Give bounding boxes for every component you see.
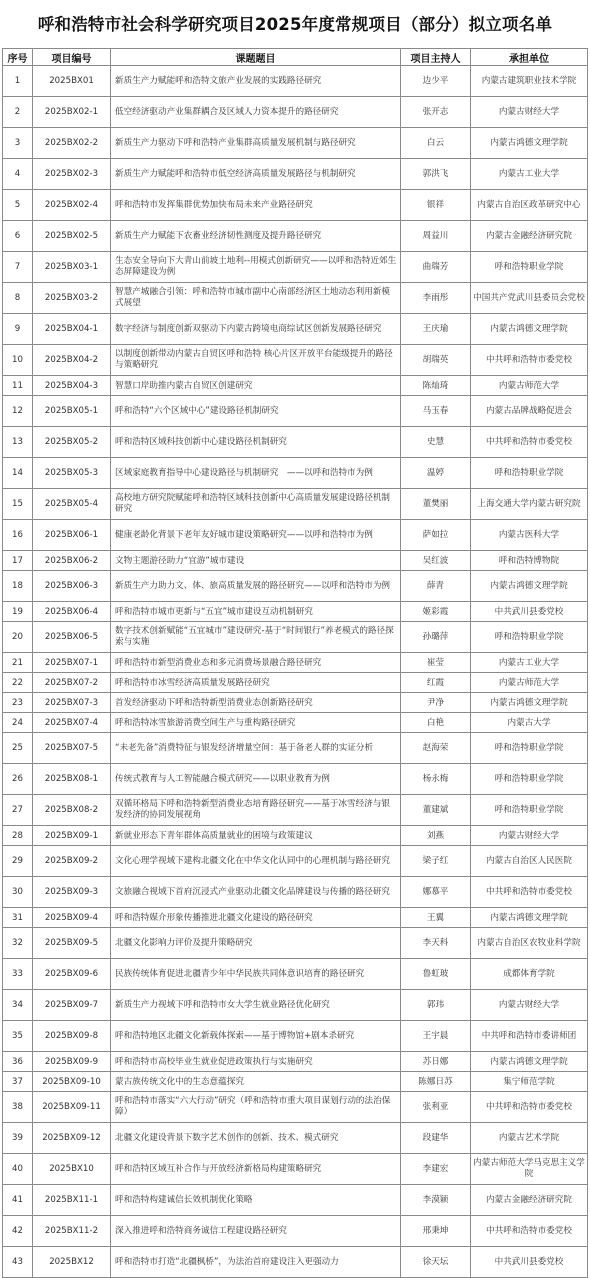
unit-cell: 内蒙古师范大学 [471,376,588,396]
host-cell: 梁子红 [401,846,471,877]
host-cell: 边少平 [401,66,471,97]
row-number-cell: 3 [3,128,33,159]
host-cell: 马玉春 [401,396,471,427]
row-number-cell: 2 [3,97,33,128]
unit-cell: 内蒙古工业大学 [471,159,588,190]
row-number-cell: 25 [3,733,33,764]
topic-cell: 文化心理学视域下建构北疆文化在中华文化认同中的心理机制与路径研究 [111,846,401,877]
topic-cell: 新质生产力赋能呼和浩特市低空经济高质量发展路径与机制研究 [111,159,401,190]
project-code-cell: 2025BX09-12 [33,1123,111,1154]
host-cell: 王宇晨 [401,1021,471,1052]
row-number-cell: 34 [3,990,33,1021]
topic-cell: 呼和浩特市高校毕业生就业促进政策执行与实施研究 [111,1052,401,1072]
topic-cell: 呼和浩特冰雪旅游消费空间生产与重构路径研究 [111,713,401,733]
unit-cell: 内蒙古医科大学 [471,520,588,551]
project-code-cell: 2025BX03-2 [33,283,111,314]
table-row [3,376,588,396]
host-cell: 邢秉坤 [401,1216,471,1247]
topic-cell: 呼和浩特市城市更新与“五宜”城市建设互动机制研究 [111,602,401,622]
table-row [3,396,588,427]
topic-cell: 新质生产力助力文、体、旅高质量发展的路径研究——以呼和浩特市为例 [111,571,401,602]
topic-cell: 呼和浩特区域科技创新中心建设路径机制研究 [111,427,401,458]
unit-cell: 内蒙古鸿德文理学院 [471,571,588,602]
table-row [3,427,588,458]
project-code-cell: 2025BX11-1 [33,1185,111,1216]
table-row [3,693,588,713]
host-cell: 董建斌 [401,795,471,826]
table-row [3,190,588,221]
unit-cell: 呼和浩特博物院 [471,551,588,571]
project-code-cell: 2025BX05-1 [33,396,111,427]
row-number-cell: 26 [3,764,33,795]
unit-cell: 内蒙古自治区政革研究中心 [471,190,588,221]
unit-cell: 内蒙古鸿德文理学院 [471,314,588,345]
host-cell: 张开志 [401,97,471,128]
project-code-cell: 2025BX05-3 [33,458,111,489]
topic-cell: 呼和浩特“六个区域中心”建设路径机制研究 [111,396,401,427]
project-code-cell: 2025BX02-2 [33,128,111,159]
document-title: 呼和浩特市社会科学研究项目2025年度常规项目（部分）拟立项名单 [37,15,553,34]
project-code-cell: 2025BX09-1 [33,826,111,846]
table-row [3,571,588,602]
unit-cell: 内蒙古艺术学院 [471,1123,588,1154]
host-cell: 曲瑞芳 [401,252,471,283]
topic-cell: 民族传统体育促进北疆青少年中华民族共同体意识培育的路径研究 [111,959,401,990]
project-code-cell: 2025BX09-9 [33,1052,111,1072]
host-cell: 李建宏 [401,1154,471,1185]
unit-cell: 内蒙古财经大学 [471,826,588,846]
project-code-cell: 2025BX08-1 [33,764,111,795]
row-number-cell: 33 [3,959,33,990]
row-number-cell: 21 [3,653,33,673]
row-number-cell: 12 [3,396,33,427]
table-row [3,159,588,190]
topic-cell: 以制度创新带动内蒙古自贸区呼和浩特 核心片区开放平台能级提升的路径与策略研究 [111,345,401,376]
unit-cell: 内蒙古财经大学 [471,990,588,1021]
host-cell: 段建华 [401,1123,471,1154]
unit-cell: 中共呼和浩特市委党校 [471,345,588,376]
table-row [3,1216,588,1247]
topic-cell: 区域家庭教育指导中心建设路径与机制研究 ——以呼和浩特市为例 [111,458,401,489]
table-row [3,314,588,345]
project-code-cell: 2025BX09-3 [33,877,111,908]
unit-cell: 内蒙古建筑职业技术学院 [471,66,588,97]
table-row [3,1123,588,1154]
row-number-cell: 24 [3,713,33,733]
project-code-cell: 2025BX09-10 [33,1072,111,1092]
row-number-cell: 10 [3,345,33,376]
table-row [3,489,588,520]
topic-cell: “未老先备”消费特征与银发经济增量空间：基于备老人群的实证分析 [111,733,401,764]
row-number-cell: 18 [3,571,33,602]
topic-cell: 蒙古族传统文化中的生态意蕴探究 [111,1072,401,1092]
unit-cell: 呼和浩特职业学院 [471,795,588,826]
project-code-cell: 2025BX09-7 [33,990,111,1021]
row-number-cell: 23 [3,693,33,713]
project-code-cell: 2025BX02-1 [33,97,111,128]
row-number-cell: 20 [3,622,33,653]
topic-cell: 新质生产力视域下呼和浩特市女大学生就业路径优化研究 [111,990,401,1021]
unit-cell: 中共武川县委党校 [471,1247,588,1278]
topic-cell: 智慧产城融合引领：呼和浩特市城市副中心南部经济区土地动态利用新模式展望 [111,283,401,314]
header-host: 项目主持人 [401,49,471,66]
project-code-cell: 2025BX05-4 [33,489,111,520]
host-cell: 吴红波 [401,551,471,571]
table-row [3,283,588,314]
unit-cell: 内蒙古师范大学 [471,673,588,693]
table-body [3,66,588,1278]
unit-cell: 内蒙古品牌战略促进会 [471,396,588,427]
project-code-cell: 2025BX08-2 [33,795,111,826]
project-code-cell: 2025BX02-4 [33,190,111,221]
host-cell: 赵海荣 [401,733,471,764]
unit-cell: 呼和浩特职业学院 [471,622,588,653]
host-cell: 李天科 [401,928,471,959]
table-row [3,1092,588,1123]
unit-cell: 内蒙古鸿德文理学院 [471,908,588,928]
header-topic: 课题题目 [111,49,401,66]
topic-cell: 呼和浩特地区北疆文化新载体探索——基于博物馆+剧本杀研究 [111,1021,401,1052]
topic-cell: 数字经济与制度创新双驱动下内蒙古跨境电商综试区创新发展路径研究 [111,314,401,345]
host-cell: 史慧 [401,427,471,458]
unit-cell: 内蒙古金融经济研究院 [471,221,588,252]
unit-cell: 中共呼和浩特市委党校 [471,427,588,458]
host-cell: 红霞 [401,673,471,693]
project-code-cell: 2025BX06-1 [33,520,111,551]
unit-cell: 内蒙古鸿德文理学院 [471,1052,588,1072]
host-cell: 周益川 [401,221,471,252]
unit-cell: 成都体育学院 [471,959,588,990]
header-code: 项目编号 [33,49,111,66]
table-row [3,673,588,693]
table-row [3,1072,588,1092]
table-header [3,49,588,66]
unit-cell: 中共呼和浩特市委党校 [471,877,588,908]
table-row [3,221,588,252]
row-number-cell: 7 [3,252,33,283]
project-code-cell: 2025BX11-2 [33,1216,111,1247]
host-cell: 白云 [401,128,471,159]
host-cell: 李雨彤 [401,283,471,314]
host-cell: 薛青 [401,571,471,602]
unit-cell: 内蒙古自治区农牧业科学院 [471,928,588,959]
row-number-cell: 27 [3,795,33,826]
project-code-cell: 2025BX06-3 [33,571,111,602]
unit-cell: 呼和浩特职业学院 [471,733,588,764]
topic-cell: 双循环格局下呼和浩特新型消费业态培育路径研究——基于冰雪经济与银发经济的协同发展视角 [111,795,401,826]
host-cell: 胡瑞英 [401,345,471,376]
table-row [3,877,588,908]
row-number-cell: 1 [3,66,33,97]
topic-cell: 智慧口岸助推内蒙古自贸区创建研究 [111,376,401,396]
table-row [3,128,588,159]
project-code-cell: 2025BX04-2 [33,345,111,376]
row-number-cell: 29 [3,846,33,877]
unit-cell: 中共呼和浩特市委讲师团 [471,1021,588,1052]
table-row [3,1052,588,1072]
topic-cell: 呼和浩特构建诚信长效机制优化策略 [111,1185,401,1216]
topic-cell: 呼和浩特市冰雪经济高质量发展路径研究 [111,673,401,693]
host-cell: 王翼 [401,908,471,928]
table-row [3,733,588,764]
project-code-cell: 2025BX03-1 [33,252,111,283]
table-row [3,622,588,653]
table-row [3,713,588,733]
unit-cell: 内蒙古鸿德文理学院 [471,128,588,159]
unit-cell: 中国共产党武川县委员会党校 [471,283,588,314]
topic-cell: 生态安全导向下大青山前坡土地利--用模式创新研究——以呼和浩特近郊生态屏障建设为例 [111,252,401,283]
topic-cell: 呼和浩特市落实“六大行动”研究（呼和浩特市重大项目谋划行动的法治保障） [111,1092,401,1123]
row-number-cell: 43 [3,1247,33,1278]
row-number-cell: 14 [3,458,33,489]
table-row [3,928,588,959]
row-number-cell: 8 [3,283,33,314]
row-number-cell: 16 [3,520,33,551]
host-cell: 崔莹 [401,653,471,673]
host-cell: 银祥 [401,190,471,221]
row-number-cell: 42 [3,1216,33,1247]
unit-cell: 中共呼和浩特市委党校 [471,1216,588,1247]
project-code-cell: 2025BX02-3 [33,159,111,190]
header-no: 序号 [3,49,33,66]
unit-cell: 内蒙古金融经济研究院 [471,1185,588,1216]
topic-cell: 文物主题游径助力“宜游”城市建设 [111,551,401,571]
unit-cell: 内蒙古大学 [471,713,588,733]
table-row [3,959,588,990]
table-row [3,764,588,795]
row-number-cell: 22 [3,673,33,693]
unit-cell: 中共呼和浩特市委党校 [471,1092,588,1123]
topic-cell: 新质生产力赋能下农畜业经济韧性测度及提升路径研究 [111,221,401,252]
row-number-cell: 28 [3,826,33,846]
row-number-cell: 19 [3,602,33,622]
row-number-cell: 31 [3,908,33,928]
project-code-cell: 2025BX06-2 [33,551,111,571]
header-row [3,49,588,66]
host-cell: 董樊丽 [401,489,471,520]
topic-cell: 深入推进呼和浩特商务诚信工程建设路径研究 [111,1216,401,1247]
row-number-cell: 41 [3,1185,33,1216]
table-row [3,520,588,551]
project-table [2,48,588,1278]
host-cell: 王庆瑜 [401,314,471,345]
project-code-cell: 2025BX05-2 [33,427,111,458]
table-row [3,1185,588,1216]
project-code-cell: 2025BX09-11 [33,1092,111,1123]
row-number-cell: 9 [3,314,33,345]
row-number-cell: 6 [3,221,33,252]
unit-cell: 内蒙古自治区人民医院 [471,846,588,877]
table-row [3,66,588,97]
table-row [3,97,588,128]
row-number-cell: 32 [3,928,33,959]
table-row [3,795,588,826]
topic-cell: 新质生产力赋能呼和浩特文旅产业发展的实践路径研究 [111,66,401,97]
host-cell: 郭洪飞 [401,159,471,190]
unit-cell: 内蒙古财经大学 [471,97,588,128]
host-cell: 萨如拉 [401,520,471,551]
host-cell: 孙璐萍 [401,622,471,653]
topic-cell: 高校地方研究院赋能呼和浩特区域科技创新中心高质量发展建设路径机制研究 [111,489,401,520]
project-code-cell: 2025BX09-4 [33,908,111,928]
row-number-cell: 35 [3,1021,33,1052]
unit-cell: 集宁师范学院 [471,1072,588,1092]
topic-cell: 呼和浩特区域互补合作与开放经济新格局构建策略研究 [111,1154,401,1185]
project-code-cell: 2025BX07-1 [33,653,111,673]
unit-cell: 内蒙古鸿德文理学院 [471,693,588,713]
topic-cell: 数字技术创新赋能“五宜城市”建设研究-基于“时间银行”养老模式的路径探索与实施 [111,622,401,653]
project-code-cell: 2025BX07-2 [33,673,111,693]
host-cell: 尹净 [401,693,471,713]
topic-cell: 健康老龄化背景下老年友好城市建设策略研究——以呼和浩特市为例 [111,520,401,551]
host-cell: 杨永梅 [401,764,471,795]
topic-cell: 低空经济驱动产业集群耦合及区域人力资本提升的路径研究 [111,97,401,128]
host-cell: 陈灿琦 [401,376,471,396]
topic-cell: 呼和浩特市发挥集群优势加快布局未来产业路径研究 [111,190,401,221]
unit-cell: 呼和浩特职业学院 [471,252,588,283]
topic-cell: 新就业形态下青年群体高质量就业的困境与政策建议 [111,826,401,846]
topic-cell: 首发经济驱动下呼和浩特新型消费业态创新路径研究 [111,693,401,713]
project-code-cell: 2025BX12 [33,1247,111,1278]
host-cell: 温婷 [401,458,471,489]
project-code-cell: 2025BX10 [33,1154,111,1185]
project-code-cell: 2025BX07-3 [33,693,111,713]
table-row [3,846,588,877]
row-number-cell: 37 [3,1072,33,1092]
table-row [3,1247,588,1278]
topic-cell: 呼和浩特市新型消费业态和多元消费场景融合路径研究 [111,653,401,673]
table-row [3,1154,588,1185]
table-row [3,826,588,846]
topic-cell: 呼和浩特市打造“北疆枫桥”，为法治首府建设注入更强动力 [111,1247,401,1278]
host-cell: 张利亚 [401,1092,471,1123]
row-number-cell: 40 [3,1154,33,1185]
project-code-cell: 2025BX02-5 [33,221,111,252]
row-number-cell: 30 [3,877,33,908]
topic-cell: 北疆文化建设背景下数字艺术创作的创新、技术、模式研究 [111,1123,401,1154]
project-code-cell: 2025BX07-4 [33,713,111,733]
unit-cell: 内蒙古师范大学马克思主义学院 [471,1154,588,1185]
table-row [3,551,588,571]
row-number-cell: 38 [3,1092,33,1123]
project-code-cell: 2025BX07-5 [33,733,111,764]
project-code-cell: 2025BX04-1 [33,314,111,345]
host-cell: 白艳 [401,713,471,733]
host-cell: 李漠颖 [401,1185,471,1216]
host-cell: 鲁虹玻 [401,959,471,990]
table-row [3,602,588,622]
row-number-cell: 36 [3,1052,33,1072]
unit-cell: 呼和浩特职业学院 [471,458,588,489]
host-cell: 徐天坛 [401,1247,471,1278]
row-number-cell: 17 [3,551,33,571]
project-code-cell: 2025BX09-8 [33,1021,111,1052]
row-number-cell: 4 [3,159,33,190]
table-row [3,990,588,1021]
topic-cell: 传统式教育与人工智能融合模式研究——以职业教育为例 [111,764,401,795]
project-code-cell: 2025BX06-5 [33,622,111,653]
host-cell: 苏日娜 [401,1052,471,1072]
table-row [3,458,588,489]
row-number-cell: 39 [3,1123,33,1154]
project-code-cell: 2025BX09-2 [33,846,111,877]
table-row [3,908,588,928]
row-number-cell: 11 [3,376,33,396]
project-code-cell: 2025BX01 [33,66,111,97]
topic-cell: 新质生产力驱动下呼和浩特产业集群高质量发展机制与路径研究 [111,128,401,159]
project-code-cell: 2025BX04-3 [33,376,111,396]
host-cell: 姬彩霞 [401,602,471,622]
header-unit: 承担单位 [471,49,588,66]
row-number-cell: 15 [3,489,33,520]
unit-cell: 内蒙古工业大学 [471,653,588,673]
row-number-cell: 13 [3,427,33,458]
host-cell: 娜慕平 [401,877,471,908]
project-code-cell: 2025BX09-6 [33,959,111,990]
project-code-cell: 2025BX09-5 [33,928,111,959]
table-row [3,653,588,673]
topic-cell: 文旅融合视域下首府沉浸式产业驱动北疆文化品牌建设与传播的路径研究 [111,877,401,908]
host-cell: 刘燕 [401,826,471,846]
topic-cell: 呼和浩特媒介形象传播推进北疆文化建设的路径研究 [111,908,401,928]
table-row [3,345,588,376]
host-cell: 陈娜日苏 [401,1072,471,1092]
table-row [3,252,588,283]
table-row [3,1021,588,1052]
unit-cell: 呼和浩特职业学院 [471,764,588,795]
host-cell: 郭玮 [401,990,471,1021]
unit-cell: 中共武川县委党校 [471,602,588,622]
topic-cell: 北疆文化影响力评价及提升策略研究 [111,928,401,959]
unit-cell: 上海交通大学内蒙古研究院 [471,489,588,520]
row-number-cell: 5 [3,190,33,221]
project-code-cell: 2025BX06-4 [33,602,111,622]
